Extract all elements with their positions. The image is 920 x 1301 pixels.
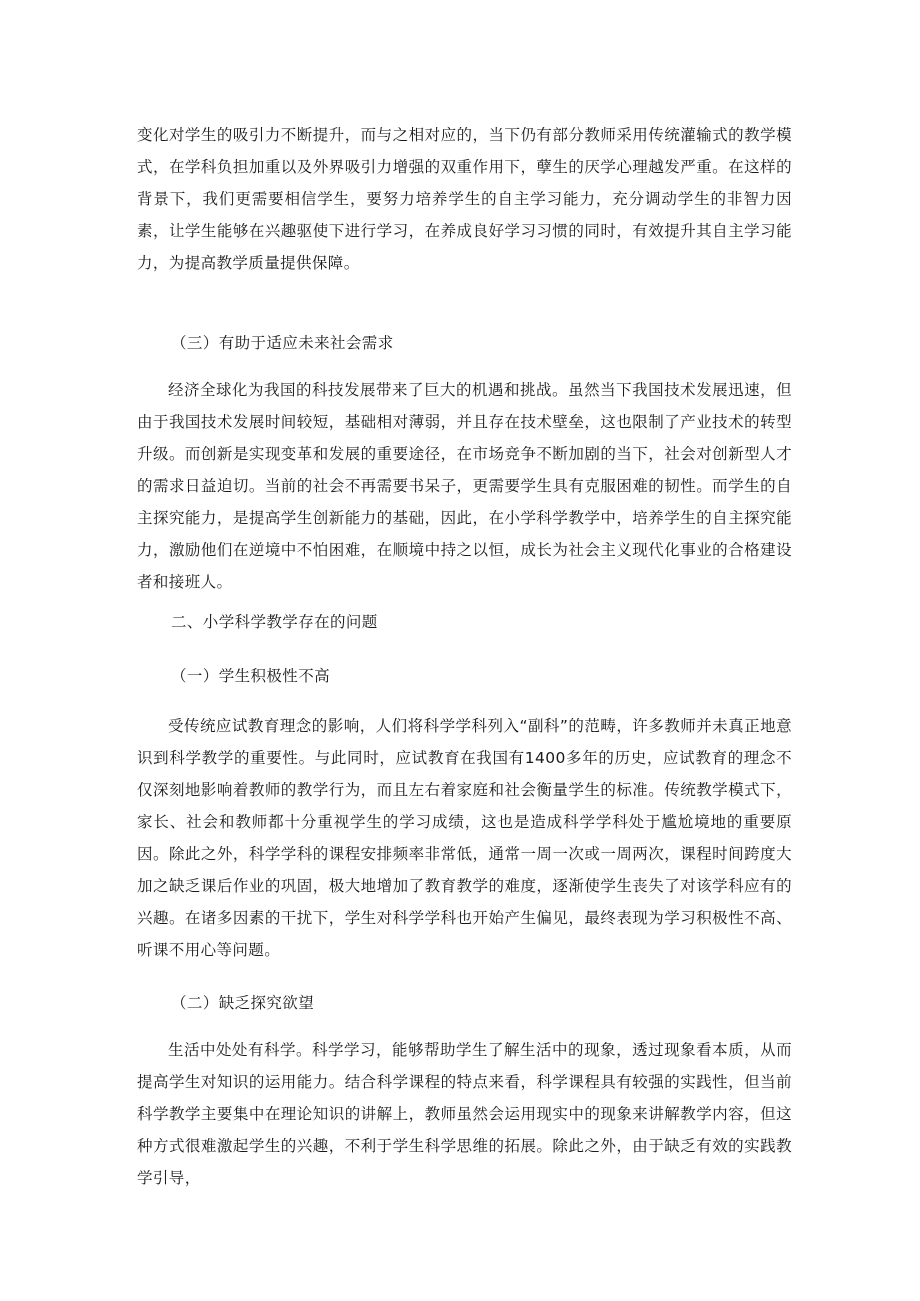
subsection-heading-1: （一）学生积极性不高 bbox=[171, 667, 331, 685]
paragraph-low-enthusiasm: 受传统应试教育理念的影响，人们将科学学科列入“副科”的范畴，许多教师并未真正地意识到科学教学的重要性。与此同时，应试教育在我国有1400多年的历史，应试教育的理念不仅深刻地影响着教师的教学行为，而且左右着家庭和社会衡量学生的标准。传统教学模式下，家长、社会和教师都十分重视学生的学习成绩，这也是造成科学学科处于尴尬境地的重要原因。除此之外，科学学科的课程安排频率非常低，通常一周一次或一周两次，课程时间跨度大加之缺乏课后作业的巩固，极大地增加了教育教学的难度，逐渐使学生丧失了对该学科应有的兴趣。在诸多因素的干扰下，学生对科学学科也开始产生偏见，最终表现为学习积极性不高、听课不用心等问题。 bbox=[137, 717, 792, 959]
section-heading-2: 二、小学科学教学存在的问题 bbox=[171, 613, 378, 631]
paragraph-continuation: 变化对学生的吸引力不断提升，而与之相对应的，当下仍有部分教师采用传统灌输式的教学模式，在学科负担加重以及外界吸引力增强的双重作用下，孽生的厌学心理越发严重。在这样的背景下，我们更需要相信学生，要努力培养学生的自主学习能力，充分调动学生的非智力因素，让学生能够在兴趣驱使下进行学习，在养成良好学习习惯的同时，有效提升其自主学习能力，为提高教学质量提供保障。 bbox=[137, 126, 792, 272]
subsection-heading-3: （三）有助于适应未来社会需求 bbox=[171, 334, 394, 352]
paragraph-social-needs: 经济全球化为我国的科技发展带来了巨大的机遇和挑战。虽然当下我国技术发展迅速，但由于我国技术发展时间较短，基础相对薄弱，并且存在技术壁垒，这也限制了产业技术的转型升级。而创新是实现变革和发展的重要途径，在市场竞争不断加剧的当下，社会对创新型人才的需求日益迫切。当前的社会不再需要书呆子，更需要学生具有克服困难的韧性。而学生的自主探究能力，是提高学生创新能力的基础，因此，在小学科学教学中，培养学生的自主探究能力，激励他们在逆境中不怕困难，在顺境中持之以恒，成长为社会主义现代化事业的合格建设者和接班人。 bbox=[137, 381, 792, 591]
subsection-heading-2: （二）缺乏探究欲望 bbox=[171, 994, 315, 1012]
paragraph-lack-of-inquiry: 生活中处处有科学。科学学习，能够帮助学生了解生活中的现象，透过现象看本质，从而提高学生对知识的运用能力。结合科学课程的特点来看，科学课程具有较强的实践性，但当前科学教学主要集中在理论知识的讲解上，教师虽然会运用现实中的现象来讲解教学内容，但这种方式很难激起学生的兴趣，不利于学生科学思维的拓展。除此之外，由于缺乏有效的实践教学引导， bbox=[137, 1041, 792, 1187]
